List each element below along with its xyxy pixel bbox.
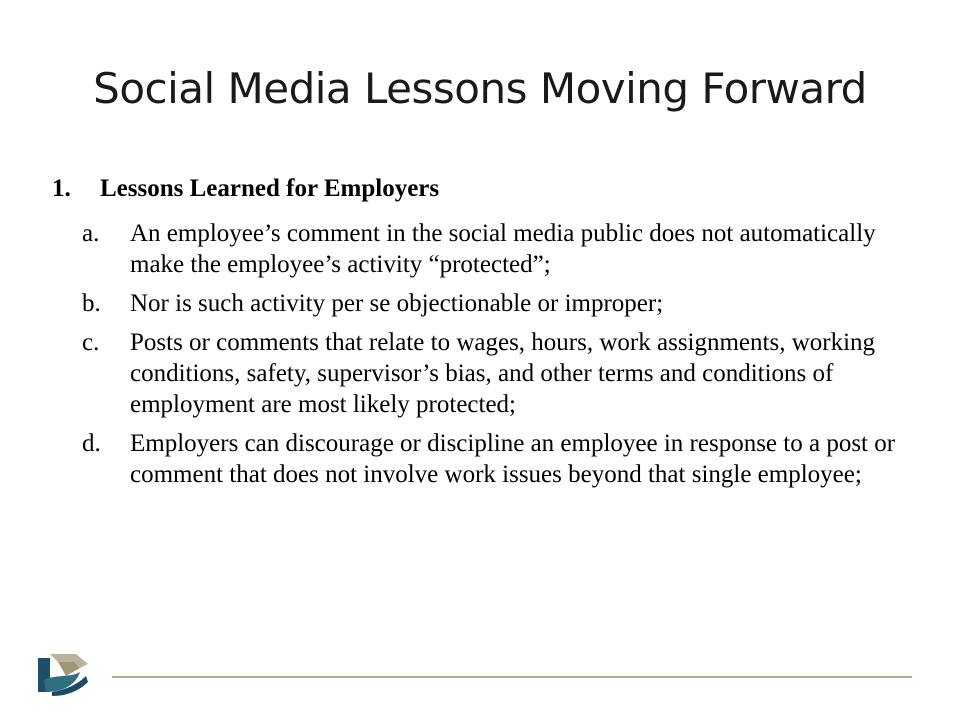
list-item-marker: b. bbox=[82, 290, 101, 317]
list-item-marker: a. bbox=[82, 220, 100, 247]
slide-title: Social Media Lessons Moving Forward bbox=[93, 64, 867, 113]
list-item-text: Nor is such activity per se objectionable or improper; bbox=[130, 290, 664, 317]
list-item-marker: c. bbox=[82, 329, 100, 356]
list-item-marker: d. bbox=[82, 430, 101, 457]
list-item-text: An employee’s comment in the social media public does not automatically make the employee’s activity “protected”; bbox=[130, 220, 876, 278]
list-item bbox=[52, 327, 932, 420]
list-item bbox=[52, 428, 932, 490]
list-item bbox=[52, 288, 932, 319]
section-heading-text: Lessons Learned for Employers bbox=[100, 175, 440, 202]
section-heading bbox=[52, 172, 932, 206]
company-logo-icon bbox=[36, 652, 90, 698]
lessons-list bbox=[52, 218, 932, 490]
section-number: 1. bbox=[52, 175, 71, 202]
list-item bbox=[52, 218, 932, 280]
slide-content bbox=[52, 172, 932, 498]
list-item-text: Employers can discourage or discipline an employee in response to a post or comment that does not involve work issues beyond that single employee; bbox=[130, 430, 896, 488]
footer-divider bbox=[112, 676, 912, 678]
list-item-text: Posts or comments that relate to wages, hours, work assignments, working conditions, safety, supervisor’s bias, and other terms and conditions of employment are most likely protected; bbox=[130, 329, 876, 418]
